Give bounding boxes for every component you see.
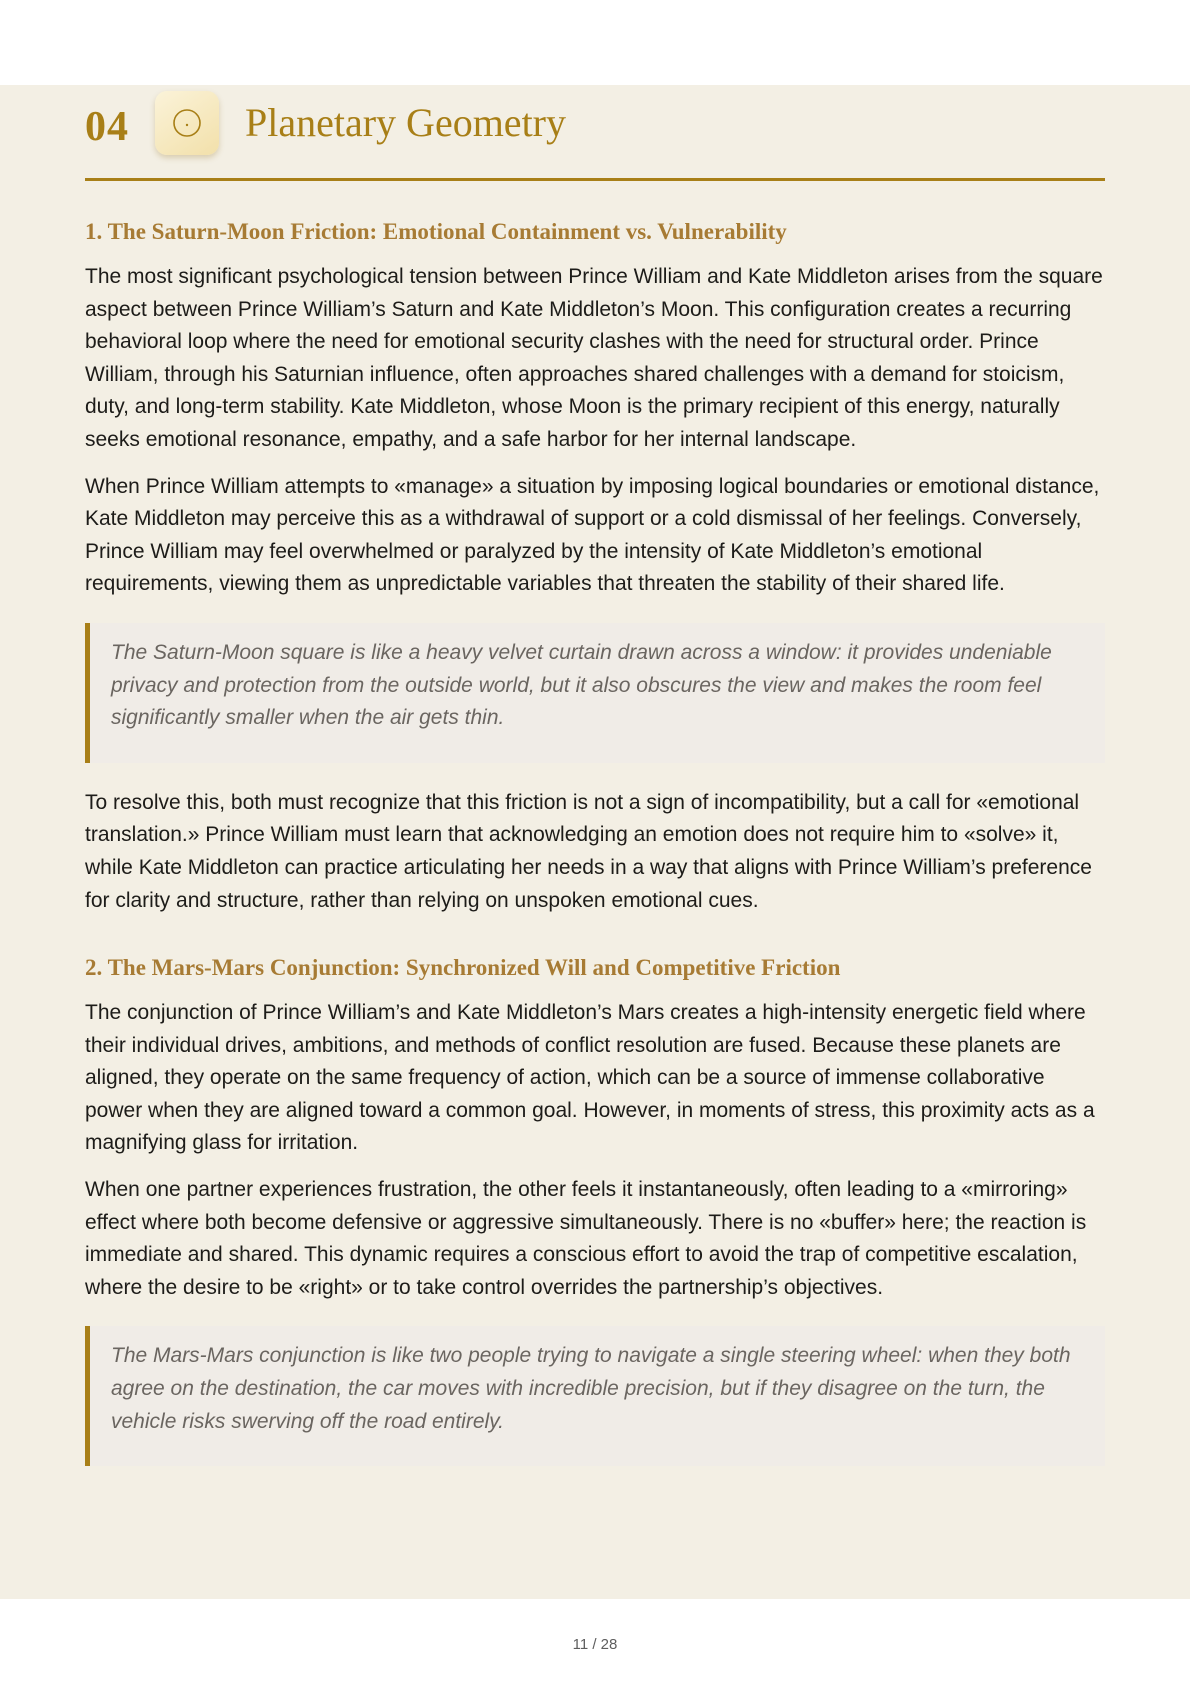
body-paragraph: When Prince William attempts to «manage» a situation by imposing logical boundaries or emotional distance, Kate Middleton may perceive this as a withdrawal of support or a cold dismissal of her feelings. Conversely, Prince William may feel overwhelmed or paralyzed by the intensity of Kate Middleton’s emotional requirements, viewing them as unpredictable variables that threaten the stability of their shared life.	[85, 474, 1100, 596]
pull-quote: The Mars-Mars conjunction is like two people trying to navigate a single steering wheel: when they both agree on the destination, the car moves with incredible precision, but if they disagree on the turn, the vehicle risks swerving off the road entirely.	[85, 1326, 1105, 1466]
chapter-header	[85, 85, 1105, 181]
orb-icon	[155, 91, 219, 155]
chapter-number: 04	[85, 104, 129, 150]
section-heading: 2. The Mars-Mars Conjunction: Synchronized Will and Competitive Friction	[85, 955, 841, 981]
body-paragraph: To resolve this, both must recognize that this friction is not a sign of incompatibility, but a call for «emotional translation.» Prince William must learn that acknowledging an emotion does not require him to «solve» it, while Kate Middleton can practice articulating her needs in a way that aligns with Prince William’s preference for clarity and structure, rather than relying on unspoken emotional cues.	[85, 790, 1092, 912]
body-paragraph: When one partner experiences frustration, the other feels it instantaneously, often leading to a «mirroring» effect where both become defensive or aggressive simultaneously. There is no «buffer» here; the reaction is immediate and shared. This dynamic requires a conscious effort to avoid the trap of competitive escalation, where the desire to be «right» or to take control overrides the partnership’s objectives.	[85, 1178, 1087, 1299]
chapter-content	[85, 85, 1105, 1490]
pull-quote: The Saturn-Moon square is like a heavy velvet curtain drawn across a window: it provides undeniable privacy and protection from the outside world, but it also obscures the view and makes the room feel significantly smaller when the air gets thin.	[85, 623, 1105, 763]
chapter-title: Planetary Geometry	[245, 100, 566, 145]
body-paragraph: The most significant psychological tension between Prince William and Kate Middleton arises from the square aspect between Prince William’s Saturn and Kate Middleton’s Moon. This configuration creates a recurring behavioral loop where the need for emotional security clashes with the need for structural order. Prince William, through his Saturnian influence, often approaches shared challenges with a demand for stoicism, duty, and long-term stability. Kate Middleton, whose Moon is the primary recipient of this energy, naturally seeks emotional resonance, empathy, and a safe harbor for her internal landscape.	[85, 265, 1103, 451]
body-paragraph: The conjunction of Prince William’s and Kate Middleton’s Mars creates a high-intensity energetic field where their individual drives, ambitions, and methods of conflict resolution are fused. Because these planets are aligned, they operate on the same frequency of action, which can be a source of immense collaborative power when they are aligned toward a common goal. However, in moments of stress, this proximity acts as a magnifying glass for irritation.	[85, 1001, 1095, 1155]
section-heading: 1. The Saturn-Moon Friction: Emotional Containment vs. Vulnerability	[85, 219, 787, 244]
page-number: 11 / 28	[572, 1636, 618, 1653]
